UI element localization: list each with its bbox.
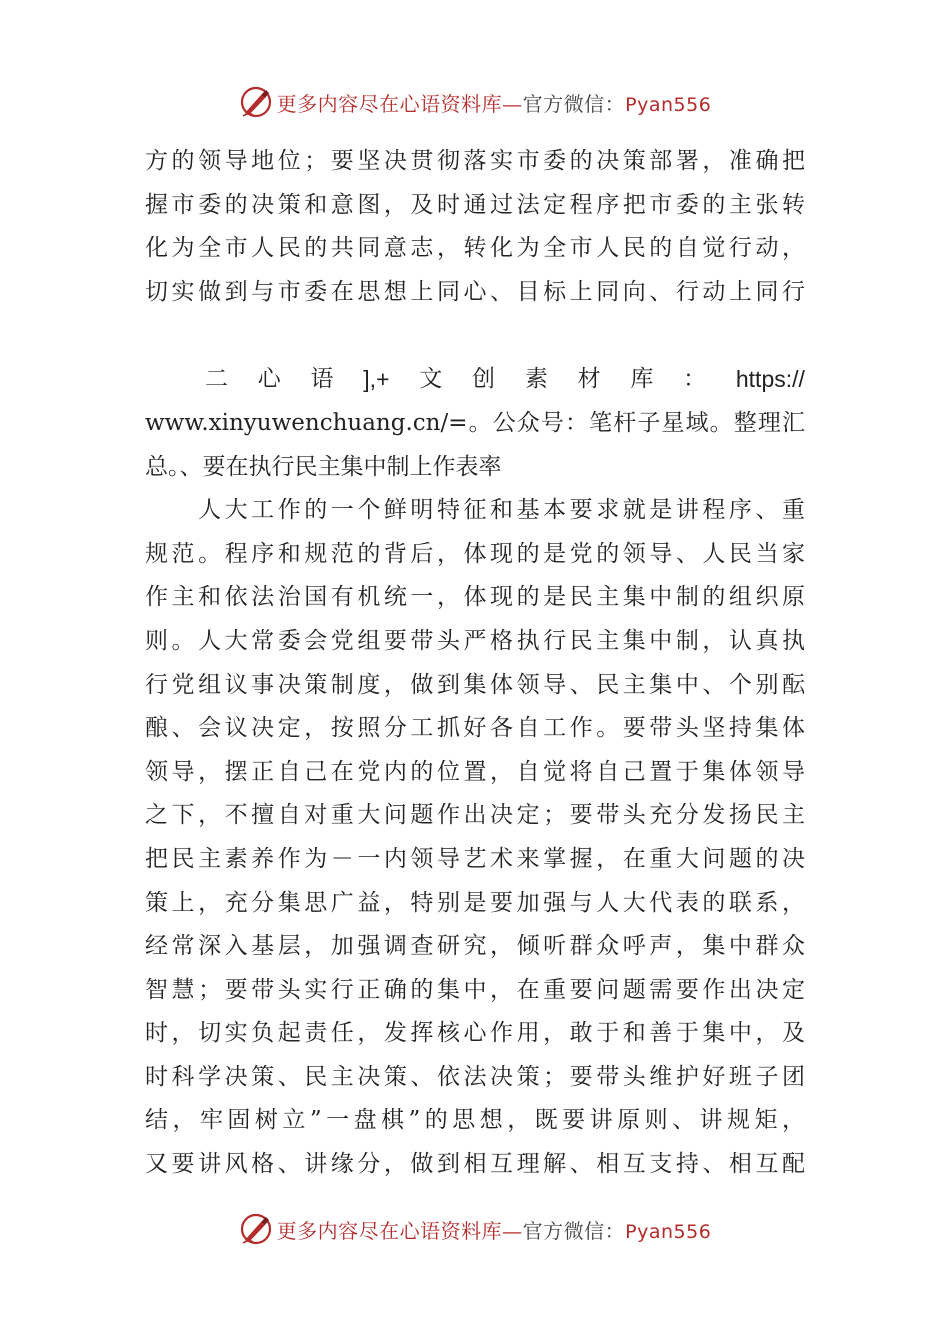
banner-main-text: 更多内容尽在心语资料库 <box>276 91 503 116</box>
heading-char: 库 <box>630 366 654 393</box>
header-banner <box>0 82 950 122</box>
paragraph-2 <box>145 489 805 1187</box>
paragraph-line: 切实做到与市委在思想上同心、目标上同向、行动上同行 <box>145 278 805 305</box>
pen-logo-icon <box>239 85 273 119</box>
banner-text <box>277 88 712 117</box>
paragraph-line: 则。人大常委会党组要带头严格执行民主集中制，认真执 <box>145 627 805 654</box>
paragraph-1 <box>145 140 805 314</box>
paragraph-line: 握市委的决策和意图，及时通过法定程序把市委的主张转 <box>145 191 805 218</box>
paragraph-line: 经常深入基层，加强调查研究，倾听群众呼声，集中群众 <box>145 933 805 960</box>
heading-char: 二 <box>205 366 228 393</box>
banner-text <box>277 1215 712 1244</box>
banner-separator: — <box>502 91 523 116</box>
banner-separator: — <box>502 1218 523 1243</box>
heading-char: 素 <box>524 366 548 393</box>
heading-line-3: 总。、要在执行民主集中制上作表率 <box>145 453 502 480</box>
heading-char: ],+ <box>363 366 390 393</box>
paragraph-gap <box>145 314 805 358</box>
heading-char: 文 <box>419 366 443 393</box>
heading-char: ： <box>683 366 707 393</box>
paragraph-line: 规范。程序和规范的背后，体现的是党的领导、人民当家 <box>145 540 805 567</box>
banner-official-label: 官方微信： <box>522 91 626 116</box>
paragraph-line: 把民主素养作为－一内领导艺术来掌握，在重大问题的决 <box>145 845 805 872</box>
paragraph-line: 行党组议事决策制度，做到集体领导、民主集中、个别酝 <box>145 671 805 698</box>
heading-char: 材 <box>577 366 601 393</box>
section-heading <box>145 358 805 489</box>
banner-wechat-id: Pyan556 <box>625 93 712 116</box>
heading-char: 心 <box>257 366 281 393</box>
heading-spaced-line <box>145 358 805 402</box>
paragraph-line: 结，牢固树立”一盘棋”的思想，既要讲原则、讲规矩， <box>145 1107 805 1134</box>
banner-wechat-id: Pyan556 <box>625 1220 712 1243</box>
heading-url-start: https:// <box>735 366 805 393</box>
paragraph-line: 时，切实负起责任，发挥核心作用，敢于和善于集中，及 <box>145 1020 805 1047</box>
paragraph-line: 方的领导地位；要坚决贯彻落实市委的决策部署，准确把 <box>145 148 805 174</box>
paragraph-line: 智慧；要带头实行正确的集中，在重要问题需要作出决定 <box>145 976 805 1003</box>
paragraph-line: 策上，充分集思广益，特别是要加强与人大代表的联系， <box>145 889 805 916</box>
paragraph-line: 作主和依法治国有机统一，体现的是民主集中制的组织原 <box>145 584 805 611</box>
paragraph-line: 化为全市人民的共同意志，转化为全市人民的自觉行动， <box>145 235 805 262</box>
banner-official-label: 官方微信： <box>522 1218 626 1243</box>
pen-logo-icon <box>239 1212 273 1246</box>
document-body <box>145 140 805 1187</box>
heading-line-2: www.xinyuwenchuang.cn/=。公众号：笔杆子星域。整理汇 <box>145 409 805 436</box>
paragraph-line: 之下，不擅自对重大问题作出决定；要带头充分发扬民主 <box>145 802 805 829</box>
heading-char: 创 <box>472 366 496 393</box>
paragraph-line: 人大工作的一个鲜明特征和基本要求就是讲程序、重 <box>145 497 805 524</box>
heading-char: 语 <box>310 366 334 393</box>
paragraph-line: 酿、会议决定，按照分工抓好各自工作。要带头坚持集体 <box>145 715 805 742</box>
paragraph-line: 领导，摆正自己在党内的位置，自觉将自己置于集体领导 <box>145 758 805 785</box>
paragraph-line: 又要讲风格、讲缘分，做到相互理解、相互支持、相互配 <box>145 1151 805 1178</box>
footer-banner <box>0 1209 950 1249</box>
banner-main-text: 更多内容尽在心语资料库 <box>276 1218 503 1243</box>
paragraph-line: 时科学决策、民主决策、依法决策；要带头维护好班子团 <box>145 1063 805 1090</box>
